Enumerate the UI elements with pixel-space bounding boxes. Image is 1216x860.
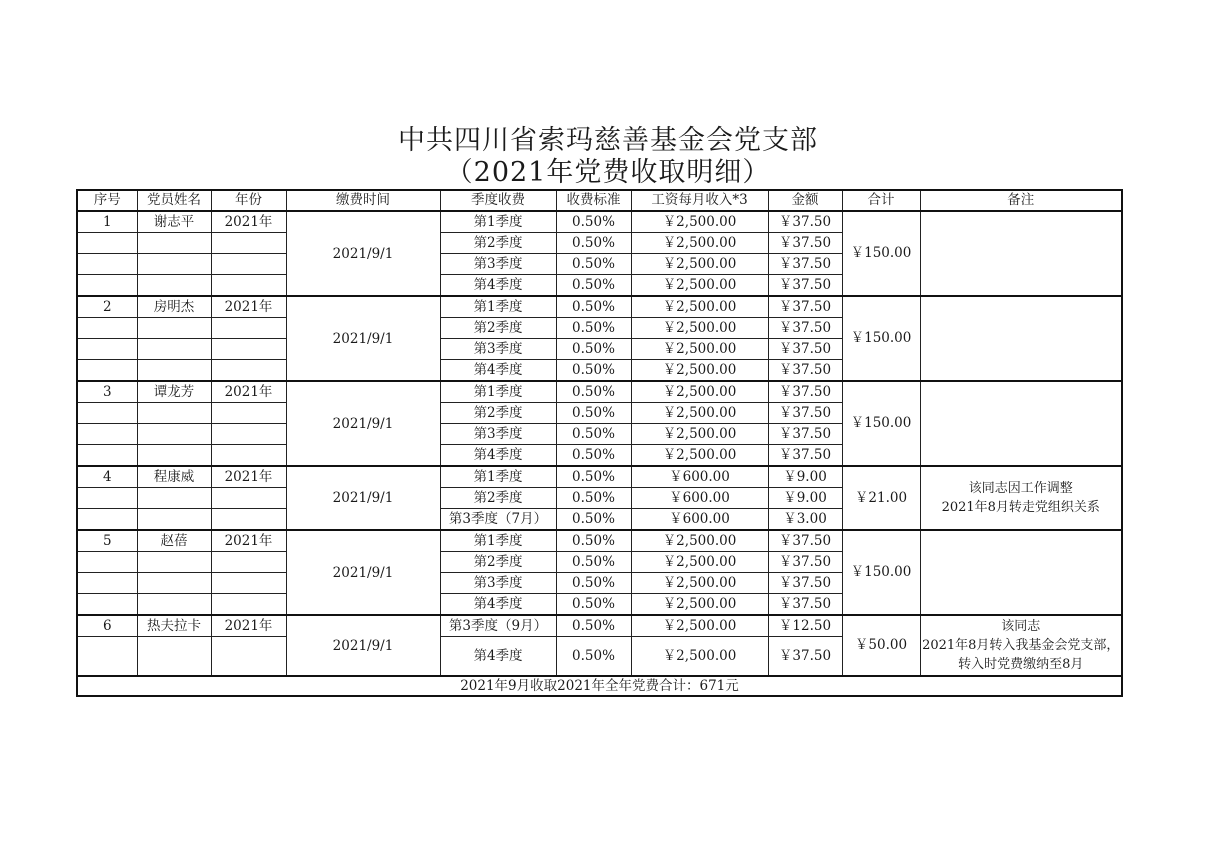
row-no: 1 (77, 211, 137, 233)
amount-cell: ￥37.50 (768, 318, 842, 339)
member-name (137, 573, 211, 594)
member-name (137, 424, 211, 445)
rate-cell: 0.50% (556, 275, 631, 297)
amount-cell: ￥9.00 (768, 466, 842, 488)
member-name: 房明杰 (137, 296, 211, 318)
group-note (920, 381, 1122, 466)
rate-cell: 0.50% (556, 509, 631, 531)
payment-date: 2021/9/1 (286, 530, 440, 615)
quarter-cell: 第4季度 (440, 594, 556, 616)
quarter-cell: 第4季度 (440, 275, 556, 297)
row-no (77, 339, 137, 360)
rate-cell: 0.50% (556, 211, 631, 233)
row-no (77, 318, 137, 339)
header-amount: 金额 (768, 190, 842, 211)
quarter-cell: 第2季度 (440, 318, 556, 339)
member-name (137, 445, 211, 467)
payment-date: 2021/9/1 (286, 615, 440, 676)
rate-cell: 0.50% (556, 445, 631, 467)
quarter-cell: 第1季度 (440, 381, 556, 403)
table-row (77, 296, 1122, 318)
row-year (211, 318, 286, 339)
row-no (77, 360, 137, 382)
row-no (77, 594, 137, 616)
quarter-cell: 第2季度 (440, 488, 556, 509)
amount-cell: ￥37.50 (768, 275, 842, 297)
amount-cell: ￥37.50 (768, 211, 842, 233)
row-year (211, 488, 286, 509)
member-name (137, 488, 211, 509)
dues-table (76, 189, 1123, 697)
rate-cell: 0.50% (556, 381, 631, 403)
table-row (77, 530, 1122, 552)
header-income: 工资每月收入*3 (631, 190, 768, 211)
row-no: 2 (77, 296, 137, 318)
quarter-cell: 第2季度 (440, 552, 556, 573)
header-date: 缴费时间 (286, 190, 440, 211)
rate-cell: 0.50% (556, 552, 631, 573)
amount-cell: ￥37.50 (768, 403, 842, 424)
row-year: 2021年 (211, 381, 286, 403)
rate-cell: 0.50% (556, 318, 631, 339)
row-year (211, 594, 286, 616)
header-no: 序号 (77, 190, 137, 211)
amount-cell: ￥37.50 (768, 424, 842, 445)
rate-cell: 0.50% (556, 403, 631, 424)
amount-cell: ￥37.50 (768, 360, 842, 382)
income-cell: ￥2,500.00 (631, 424, 768, 445)
income-cell: ￥2,500.00 (631, 530, 768, 552)
row-no (77, 552, 137, 573)
income-cell: ￥2,500.00 (631, 318, 768, 339)
income-cell: ￥2,500.00 (631, 339, 768, 360)
row-no (77, 424, 137, 445)
income-cell: ￥2,500.00 (631, 254, 768, 275)
income-cell: ￥2,500.00 (631, 275, 768, 297)
income-cell: ￥2,500.00 (631, 381, 768, 403)
header-quarter: 季度收费 (440, 190, 556, 211)
income-cell: ￥2,500.00 (631, 615, 768, 637)
group-note (920, 296, 1122, 381)
amount-cell: ￥37.50 (768, 254, 842, 275)
quarter-cell: 第3季度 (440, 254, 556, 275)
row-year: 2021年 (211, 466, 286, 488)
income-cell: ￥2,500.00 (631, 360, 768, 382)
row-year: 2021年 (211, 211, 286, 233)
income-cell: ￥2,500.00 (631, 445, 768, 467)
income-cell: ￥600.00 (631, 466, 768, 488)
member-name (137, 360, 211, 382)
payment-date: 2021/9/1 (286, 466, 440, 530)
rate-cell: 0.50% (556, 594, 631, 616)
table-row (77, 211, 1122, 233)
income-cell: ￥2,500.00 (631, 211, 768, 233)
rate-cell: 0.50% (556, 637, 631, 677)
rate-cell: 0.50% (556, 488, 631, 509)
rate-cell: 0.50% (556, 254, 631, 275)
rate-cell: 0.50% (556, 530, 631, 552)
row-year: 2021年 (211, 615, 286, 637)
member-name: 谢志平 (137, 211, 211, 233)
quarter-cell: 第1季度 (440, 466, 556, 488)
row-no (77, 275, 137, 297)
member-name (137, 594, 211, 616)
group-total: ￥150.00 (842, 296, 920, 381)
rate-cell: 0.50% (556, 339, 631, 360)
amount-cell: ￥37.50 (768, 339, 842, 360)
member-name (137, 552, 211, 573)
quarter-cell: 第2季度 (440, 233, 556, 254)
row-year (211, 339, 286, 360)
row-year (211, 552, 286, 573)
payment-date: 2021/9/1 (286, 381, 440, 466)
row-year: 2021年 (211, 296, 286, 318)
row-year (211, 573, 286, 594)
quarter-cell: 第1季度 (440, 530, 556, 552)
row-no: 4 (77, 466, 137, 488)
quarter-cell: 第3季度 (440, 573, 556, 594)
quarter-cell: 第4季度 (440, 445, 556, 467)
row-year (211, 637, 286, 677)
rate-cell: 0.50% (556, 233, 631, 254)
quarter-cell: 第4季度 (440, 360, 556, 382)
quarter-cell: 第3季度（7月） (440, 509, 556, 531)
income-cell: ￥2,500.00 (631, 403, 768, 424)
footer-summary: 2021年9月收取2021年全年党费合计：671元 (77, 676, 1122, 696)
member-name (137, 637, 211, 677)
member-name (137, 509, 211, 531)
quarter-cell: 第1季度 (440, 211, 556, 233)
row-year (211, 424, 286, 445)
document-subtitle: （2021年党费收取明细） (445, 157, 771, 188)
row-no (77, 403, 137, 424)
income-cell: ￥600.00 (631, 509, 768, 531)
row-year: 2021年 (211, 530, 286, 552)
member-name (137, 318, 211, 339)
row-year (211, 403, 286, 424)
income-cell: ￥2,500.00 (631, 573, 768, 594)
header-rate: 收费标准 (556, 190, 631, 211)
amount-cell: ￥37.50 (768, 381, 842, 403)
row-no: 5 (77, 530, 137, 552)
row-no (77, 445, 137, 467)
quarter-cell: 第3季度（9月） (440, 615, 556, 637)
member-name (137, 254, 211, 275)
amount-cell: ￥12.50 (768, 615, 842, 637)
document-title: 中共四川省索玛慈善基金会党支部 (398, 125, 818, 156)
quarter-cell: 第2季度 (440, 403, 556, 424)
group-note: 该同志 2021年8月转入我基金会党支部，转入时党费缴纳至8月 (920, 615, 1122, 676)
header-year: 年份 (211, 190, 286, 211)
member-name (137, 233, 211, 254)
rate-cell: 0.50% (556, 466, 631, 488)
member-name: 程康威 (137, 466, 211, 488)
quarter-cell: 第4季度 (440, 637, 556, 677)
income-cell: ￥2,500.00 (631, 637, 768, 677)
table-row (77, 615, 1122, 637)
amount-cell: ￥9.00 (768, 488, 842, 509)
amount-cell: ￥37.50 (768, 573, 842, 594)
member-name (137, 403, 211, 424)
header-row (77, 190, 1122, 211)
row-year (211, 360, 286, 382)
header-name: 党员姓名 (137, 190, 211, 211)
quarter-cell: 第3季度 (440, 424, 556, 445)
amount-cell: ￥37.50 (768, 594, 842, 616)
group-total: ￥150.00 (842, 381, 920, 466)
income-cell: ￥600.00 (631, 488, 768, 509)
amount-cell: ￥3.00 (768, 509, 842, 531)
rate-cell: 0.50% (556, 296, 631, 318)
rate-cell: 0.50% (556, 573, 631, 594)
row-no (77, 509, 137, 531)
income-cell: ￥2,500.00 (631, 233, 768, 254)
amount-cell: ￥37.50 (768, 637, 842, 677)
header-note: 备注 (920, 190, 1122, 211)
amount-cell: ￥37.50 (768, 233, 842, 254)
amount-cell: ￥37.50 (768, 552, 842, 573)
group-note (920, 211, 1122, 296)
row-no: 6 (77, 615, 137, 637)
member-name: 热夫拉卡 (137, 615, 211, 637)
group-total: ￥150.00 (842, 211, 920, 296)
row-year (211, 233, 286, 254)
rate-cell: 0.50% (556, 615, 631, 637)
row-no: 3 (77, 381, 137, 403)
footer-row (77, 676, 1122, 696)
row-year (211, 275, 286, 297)
quarter-cell: 第3季度 (440, 339, 556, 360)
income-cell: ￥2,500.00 (631, 552, 768, 573)
row-no (77, 488, 137, 509)
group-note: 该同志因工作调整 2021年8月转走党组织关系 (920, 466, 1122, 530)
amount-cell: ￥37.50 (768, 530, 842, 552)
payment-date: 2021/9/1 (286, 296, 440, 381)
row-no (77, 573, 137, 594)
rate-cell: 0.50% (556, 424, 631, 445)
header-total: 合计 (842, 190, 920, 211)
row-no (77, 233, 137, 254)
row-year (211, 445, 286, 467)
rate-cell: 0.50% (556, 360, 631, 382)
row-no (77, 254, 137, 275)
member-name: 谭龙芳 (137, 381, 211, 403)
amount-cell: ￥37.50 (768, 296, 842, 318)
income-cell: ￥2,500.00 (631, 296, 768, 318)
member-name (137, 275, 211, 297)
group-total: ￥50.00 (842, 615, 920, 676)
table-row (77, 466, 1122, 488)
member-name (137, 339, 211, 360)
income-cell: ￥2,500.00 (631, 594, 768, 616)
row-year (211, 509, 286, 531)
table-row (77, 381, 1122, 403)
group-note (920, 530, 1122, 615)
row-no (77, 637, 137, 677)
group-total: ￥150.00 (842, 530, 920, 615)
member-name: 赵蓓 (137, 530, 211, 552)
amount-cell: ￥37.50 (768, 445, 842, 467)
payment-date: 2021/9/1 (286, 211, 440, 296)
row-year (211, 254, 286, 275)
quarter-cell: 第1季度 (440, 296, 556, 318)
group-total: ￥21.00 (842, 466, 920, 530)
